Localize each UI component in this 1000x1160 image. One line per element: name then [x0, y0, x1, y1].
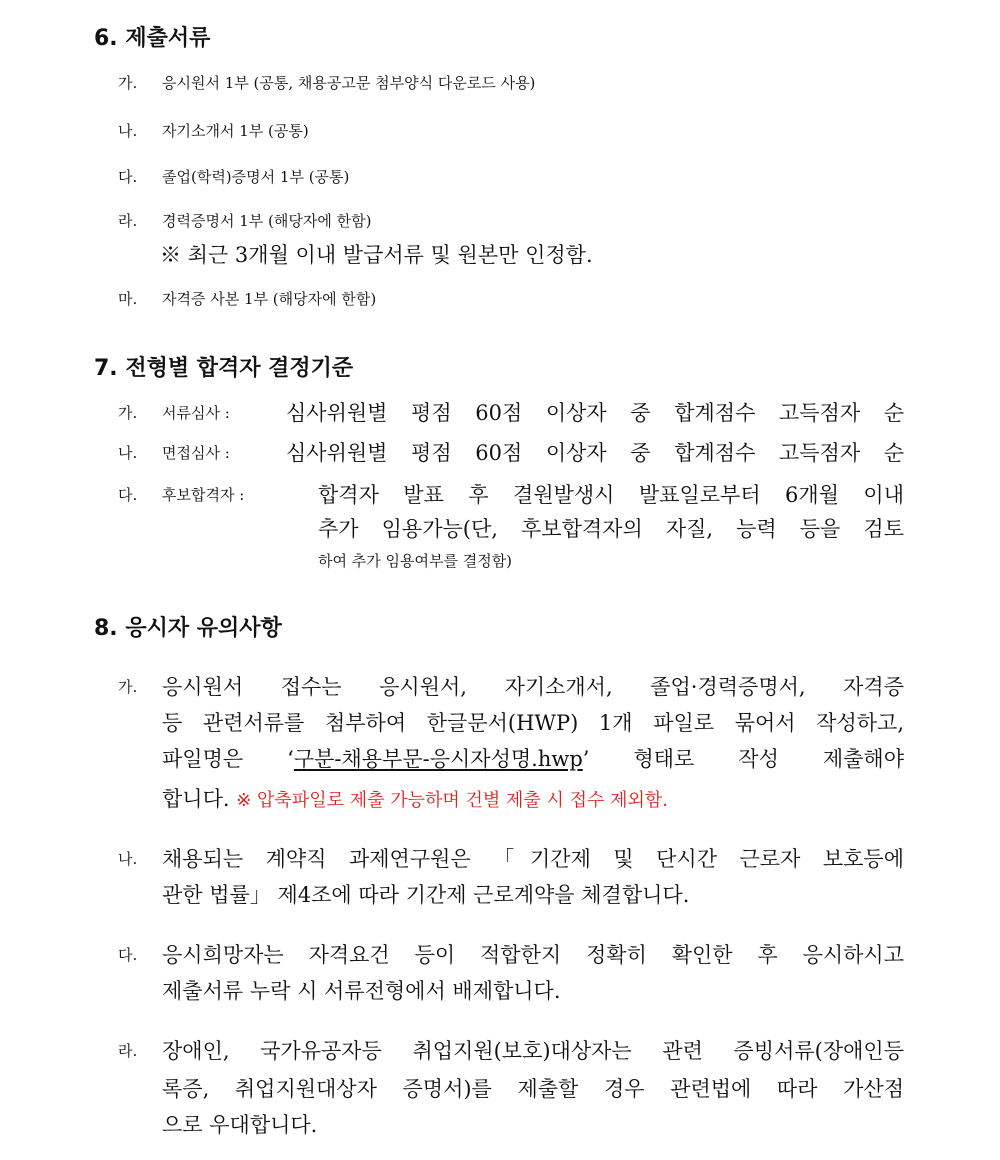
item-text-line-1: 채용되는 계약직 과제연구원은 「기간제 및 단시간 근로자 보호등에: [162, 847, 904, 871]
section-8-title: 8. 응시자 유의사항: [94, 616, 282, 641]
item-marker: 다.: [118, 486, 138, 504]
sec8-ga-line-4: [162, 784, 668, 816]
section-6-title: 6. 제출서류: [94, 26, 211, 51]
text: 합니다.: [162, 787, 230, 811]
item-text-line-2: 추가 임용가능(단, 후보합격자의 자질, 능력 등을 검토: [318, 517, 904, 541]
sec8-ra-line-2: 록증, 취업지원대상자 증명서)를 제출할 경우 관련법에 따라 가산점: [162, 1077, 904, 1101]
item-text-line-1: 장애인, 국가유공자등 취업지원(보호)대상자는 관련 증빙서류(장애인등: [162, 1039, 904, 1063]
item-text-line-1: 응시원서 접수는 응시원서, 자기소개서, 졸업·경력증명서, 자격증: [162, 675, 904, 699]
section-7-title: 7. 전형별 합격자 결정기준: [94, 356, 354, 381]
sec8-ga-line-3: [162, 744, 904, 774]
sec6-note: ※ 최근 3개월 이내 발급서류 및 원본만 인정함.: [160, 243, 593, 267]
item-text: 자격증 사본 1부 (해당자에 한함): [162, 290, 377, 308]
item-label: 서류심사 :: [162, 404, 230, 422]
item-text-line-3: 하여 추가 임용여부를 결정함): [318, 552, 513, 570]
text-pre: 파일명은 ‘: [162, 747, 294, 771]
item-text: 경력증명서 1부 (해당자에 한함): [162, 212, 372, 230]
item-text: 자기소개서 1부 (공통): [162, 122, 309, 140]
item-marker: 라.: [118, 1042, 138, 1060]
sec8-na-line-2: 관한 법률」 제4조에 따라 기간제 근로계약을 체결합니다.: [162, 883, 690, 907]
item-text-line-1: 응시희망자는 자격요건 등이 적합한지 정확히 확인한 후 응시하시고: [162, 943, 904, 967]
warning-note: ※ 압축파일로 제출 가능하며 건별 제출 시 접수 제외함.: [236, 790, 668, 811]
item-marker: 나.: [118, 122, 138, 140]
item-marker: 마.: [118, 290, 138, 308]
item-label: 후보합격자 :: [162, 486, 245, 504]
item-marker: 가.: [118, 404, 138, 422]
sec7-item-da: [0, 480, 1000, 580]
item-label: 면접심사 :: [162, 444, 230, 462]
text-post: ’ 형태로 작성 제출해야: [582, 747, 904, 771]
item-marker: 나.: [118, 444, 138, 462]
sec8-ga-line-2: 등 관련서류를 첨부하여 한글문서(HWP) 1개 파일로 묶어서 작성하고,: [162, 711, 904, 735]
item-text: 심사위원별 평점 60점 이상자 중 합계점수 고득점자 순: [286, 401, 904, 425]
sec8-da-line-2: 제출서류 누락 시 서류전형에서 배제합니다.: [162, 979, 561, 1003]
item-text: 졸업(학력)증명서 1부 (공통): [162, 168, 350, 186]
file-name-format: 구분-채용부문-응시자성명.hwp: [293, 747, 583, 771]
item-marker: 다.: [118, 946, 138, 964]
item-text: 심사위원별 평점 60점 이상자 중 합계점수 고득점자 순: [286, 441, 904, 465]
sec8-ra-line-3: 으로 우대합니다.: [162, 1113, 318, 1137]
item-marker: 가.: [118, 74, 138, 92]
item-marker: 나.: [118, 850, 138, 868]
item-marker: 라.: [118, 212, 138, 230]
item-text-line-1: 합격자 발표 후 결원발생시 발표일로부터 6개월 이내: [318, 483, 904, 507]
item-marker: 가.: [118, 678, 138, 696]
item-text: 응시원서 1부 (공통, 채용공고문 첨부양식 다운로드 사용): [162, 74, 536, 92]
item-marker: 다.: [118, 168, 138, 186]
